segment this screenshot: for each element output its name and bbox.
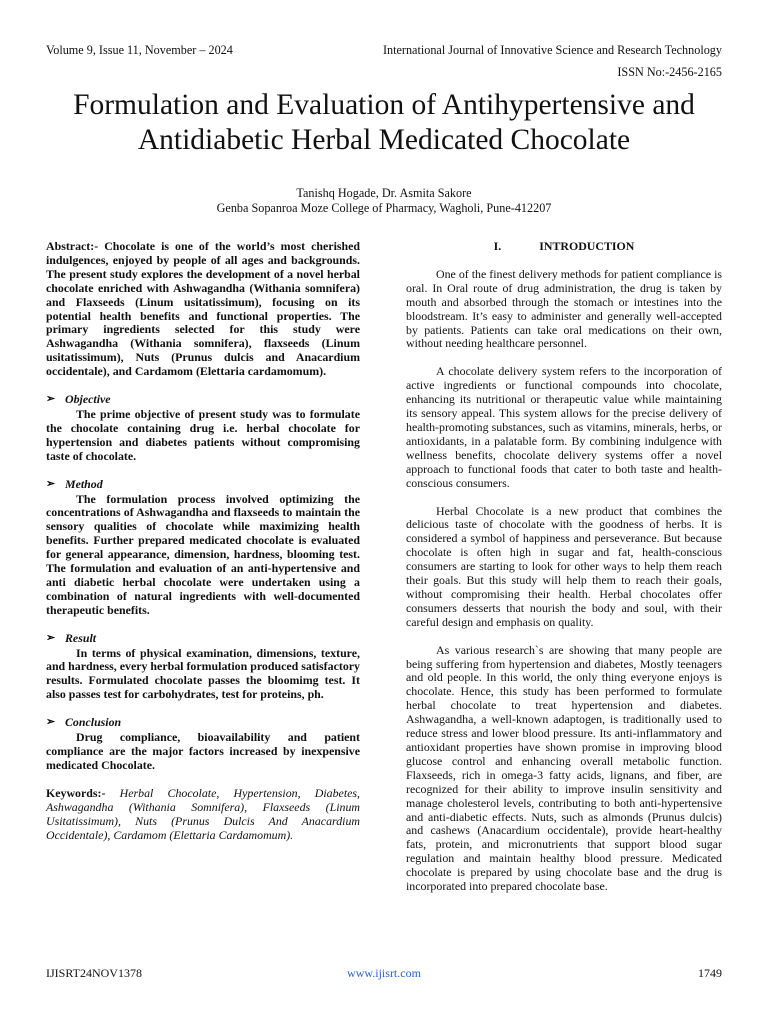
arrow-bullet-icon: ➢ <box>46 477 56 490</box>
section-text: The prime objective of present study was to formulate the chocolate containing drug i.e. herbal chocolate for hypertension and diabetes patients without compromising taste of chocolate. <box>46 406 360 463</box>
section-title: INTRODUCTION <box>539 239 635 253</box>
section-number: I. <box>493 239 502 253</box>
section-heading: Conclusion <box>65 715 122 730</box>
keywords-label: Keywords:- <box>46 785 106 800</box>
arrow-bullet-icon: ➢ <box>46 393 56 406</box>
left-column <box>46 240 360 842</box>
footer-code: IJISRT24NOV1378 <box>46 966 142 980</box>
intro-paragraph: Herbal Chocolate is a new product that combines the delicious taste of chocolate with the goodness of herbs. It is considered a symbol of happiness and perseverance. But because chocolate is often high in sugar and fat, health-conscious consumers are starting to look for other ways to help them reach their goals. But this study will help them to reach their goals, without compromising their health. Herbal chocolates offer consumers desserts that nourish the body and soul, with their careful design and emphasis on quality. <box>406 503 722 629</box>
section-conclusion <box>46 716 360 773</box>
section-heading: Objective <box>65 392 111 407</box>
section-text: In terms of physical examination, dimensions, texture, and hardness, every herbal formulation produced satisfactory results. Formulated chocolate passes the bloomimg test. It also passes test for carbohydrates, test for proteins, ph. <box>46 645 360 702</box>
intro-paragraph: A chocolate delivery system refers to the incorporation of active ingredients or functional compounds into chocolate, enhancing its nutritional or therapeutic value while maintaining its sensory appeal. This system allows for the precise delivery of health-promoting substances, such as vitamins, minerals, herbs, or antioxidants, in a palatable form. By combining indulgence with wellness benefits, chocolate delivery systems offer a novel approach to functional foods that cater to both taste and health-conscious consumers. <box>406 364 722 490</box>
header-volume: Volume 9, Issue 11, November – 2024 <box>46 43 233 57</box>
paper-title: Formulation and Evaluation of Antihypertensive and Antidiabetic Herbal Medicated Chocolate <box>73 89 695 156</box>
intro-paragraph: One of the finest delivery methods for patient compliance is oral. In Oral route of drug administration, the drug is taken by mouth and absorbed through the stomach or intestines into the bloodstream. It’s easy to administer and generally well-accepted by patients. Patients can take oral medications on their own, without needing healthcare personnel. <box>406 266 722 351</box>
footer-url-link[interactable]: www.ijisrt.com <box>347 966 421 980</box>
section-text: The formulation process involved optimizing the concentrations of Ashwagandha and flaxseeds to maintain the sensory qualities of chocolate while maximizing health benefits. Further prepared medicated chocolate is evaluated for general appearance, dimension, hardness, blooming test. The formulation and evaluation of an anti-hypertensive and anti diabetic herbal chocolate were undertaken using a combination of natural ingredients with well-documented therapeutic benefits. <box>46 491 360 617</box>
arrow-bullet-icon: ➢ <box>46 716 56 729</box>
section-objective <box>46 393 360 464</box>
section-method <box>46 478 360 618</box>
keywords <box>46 787 360 843</box>
author-names: Tanishq Hogade, Dr. Asmita Sakore <box>296 186 472 200</box>
author-block <box>0 186 768 216</box>
intro-paragraph: As various research`s are showing that many people are being suffering from hypertension and diabetes, Mostly teenagers and old people. In this world, the only thing everyone enjoys is chocolate. Hence, this study has been performed to formulate herbal chocolate to treat hypertension and diabetes. Ashwagandha, a well-known adaptogen, is traditionally used to reduce stress and lower blood pressure. Its anti-inflammatory and antioxidant properties have shown promise in improving blood glucose control and enhancing overall metabolic function. Flaxseeds, rich in omega-3 fatty acids, lignans, and fiber, are recognized for their ability to improve insulin sensitivity and manage cholesterol levels, contributing to both anti-hypertensive and anti-diabetic effects. Nuts, such as almonds (Prunus dulcis) and cashews (Anacardium occidentale), provide heart-healthy fats, protein, and micronutrients that support blood sugar regulation and maintain healthy blood pressure. Medicated chocolate is prepared by using chocolate base and the drug is incorporated into prepared chocolate base. <box>406 642 722 894</box>
keywords-text: Herbal Chocolate, Hypertension, Diabetes, Ashwagandha (Withania Somnifera), Flaxseeds (Linum Usitatissimum), Nuts (Prunus Dulcis And Anacardium Occidentale), Cardamom (Elettaria Cardamomum). <box>46 785 360 842</box>
page-number: 1749 <box>698 966 722 980</box>
header-journal: International Journal of Innovative Science and Research Technology <box>382 43 722 57</box>
section-text: Drug compliance, bioavailability and patient compliance are the major factors increased by inexpensive medicated Chocolate. <box>46 730 360 772</box>
arrow-bullet-icon: ➢ <box>46 631 56 644</box>
right-column <box>406 240 722 908</box>
section-heading: Method <box>65 476 103 491</box>
section-result <box>46 632 360 703</box>
author-affiliation: Genba Sopanroa Moze College of Pharmacy, Wagholi, Pune-412207 <box>216 201 552 215</box>
header-issn: ISSN No:-2456-2165 <box>617 65 722 79</box>
introduction-heading <box>406 240 722 254</box>
abstract: Abstract:- Chocolate is one of the world’s most cherished indulgences, enjoyed by people of all ages and backgrounds. The present study explores the development of a novel herbal chocolate enriched with Ashwagandha (Withania somnifera) and Flaxseeds (Linum usitatissimum), focusing on its potential health benefits and functional properties. The primary ingredients selected for this study were Ashwagandha (Withania somnifera), flaxseeds (Linum usitatissimum), Nuts (Prunus dulcis and Anacardium occidentale), and Cardamom (Elettaria cardamomum). <box>46 239 360 379</box>
section-heading: Result <box>65 630 97 645</box>
